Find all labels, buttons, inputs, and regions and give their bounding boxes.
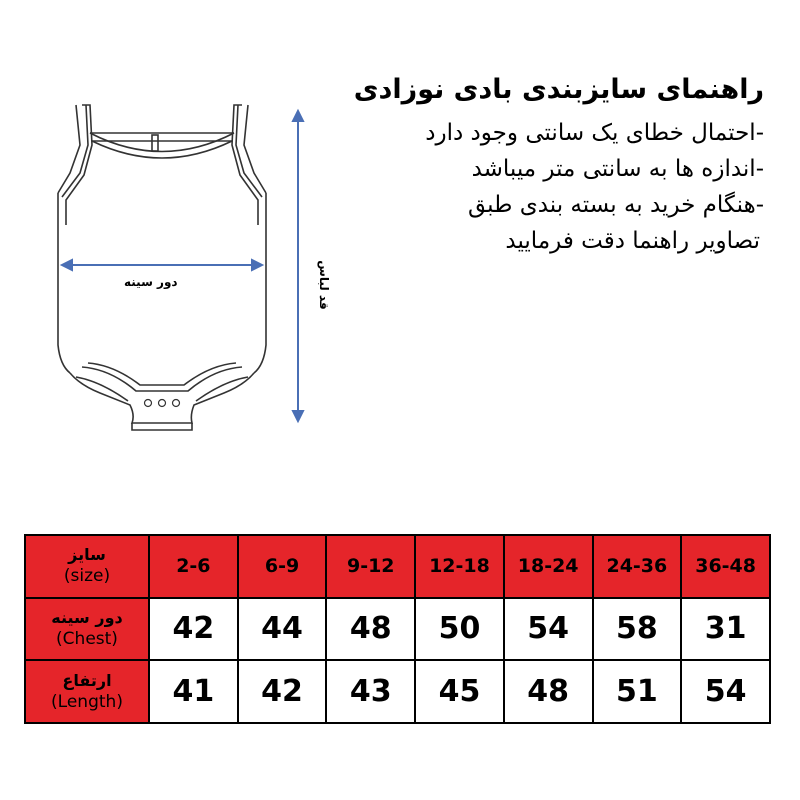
size-cell: 9-12 bbox=[326, 535, 415, 598]
length-row bbox=[25, 660, 770, 723]
length-measure-label: قد لباس bbox=[317, 260, 331, 310]
size-cell: 6-9 bbox=[238, 535, 327, 598]
length-value-cell: 48 bbox=[504, 660, 593, 723]
guide-title: راهنمای سایزبندی بادی نوزادی bbox=[353, 74, 764, 105]
info-line-error: -احتمال خطای یک سانتی وجود دارد bbox=[425, 120, 764, 146]
size-cell: 12-18 bbox=[415, 535, 504, 598]
chest-label-en: (Chest) bbox=[56, 628, 118, 649]
info-line-images: تصاویر راهنما دقت فرمایید bbox=[505, 228, 760, 254]
info-line-packaging: -هنگام خرید به بسته بندی طبق bbox=[467, 192, 764, 218]
bodysuit-diagram bbox=[40, 85, 350, 445]
chest-label-fa: دور سینه bbox=[51, 607, 123, 627]
length-value-cell: 43 bbox=[326, 660, 415, 723]
chest-measure-label: دور سینه bbox=[124, 275, 178, 289]
size-row bbox=[25, 535, 770, 598]
length-label-en: (Length) bbox=[51, 691, 123, 712]
chest-value-cell: 50 bbox=[415, 598, 504, 661]
size-label-en: (size) bbox=[63, 566, 111, 587]
chest-value-cell: 48 bbox=[326, 598, 415, 661]
chest-row-header bbox=[25, 598, 149, 661]
size-table bbox=[24, 534, 771, 724]
chest-value-cell: 31 bbox=[681, 598, 770, 661]
chest-row bbox=[25, 598, 770, 661]
chest-value-cell: 54 bbox=[504, 598, 593, 661]
size-guide-info bbox=[324, 74, 764, 259]
size-cell: 2-6 bbox=[149, 535, 238, 598]
length-value-cell: 41 bbox=[149, 660, 238, 723]
chest-value-cell: 58 bbox=[593, 598, 682, 661]
length-value-cell: 54 bbox=[681, 660, 770, 723]
length-value-cell: 45 bbox=[415, 660, 504, 723]
length-label-fa: ارتفاع bbox=[62, 670, 112, 690]
size-cell: 18-24 bbox=[504, 535, 593, 598]
size-cell: 36-48 bbox=[681, 535, 770, 598]
chest-value-cell: 42 bbox=[149, 598, 238, 661]
bodysuit-illustration bbox=[40, 85, 350, 445]
length-row-header bbox=[25, 660, 149, 723]
length-value-cell: 51 bbox=[593, 660, 682, 723]
chest-value-cell: 44 bbox=[238, 598, 327, 661]
size-label-fa: سایز bbox=[68, 545, 106, 565]
info-line-units: -اندازه ها به سانتی متر میباشد bbox=[471, 156, 764, 182]
length-value-cell: 42 bbox=[238, 660, 327, 723]
size-cell: 24-36 bbox=[593, 535, 682, 598]
size-row-header bbox=[25, 535, 149, 598]
